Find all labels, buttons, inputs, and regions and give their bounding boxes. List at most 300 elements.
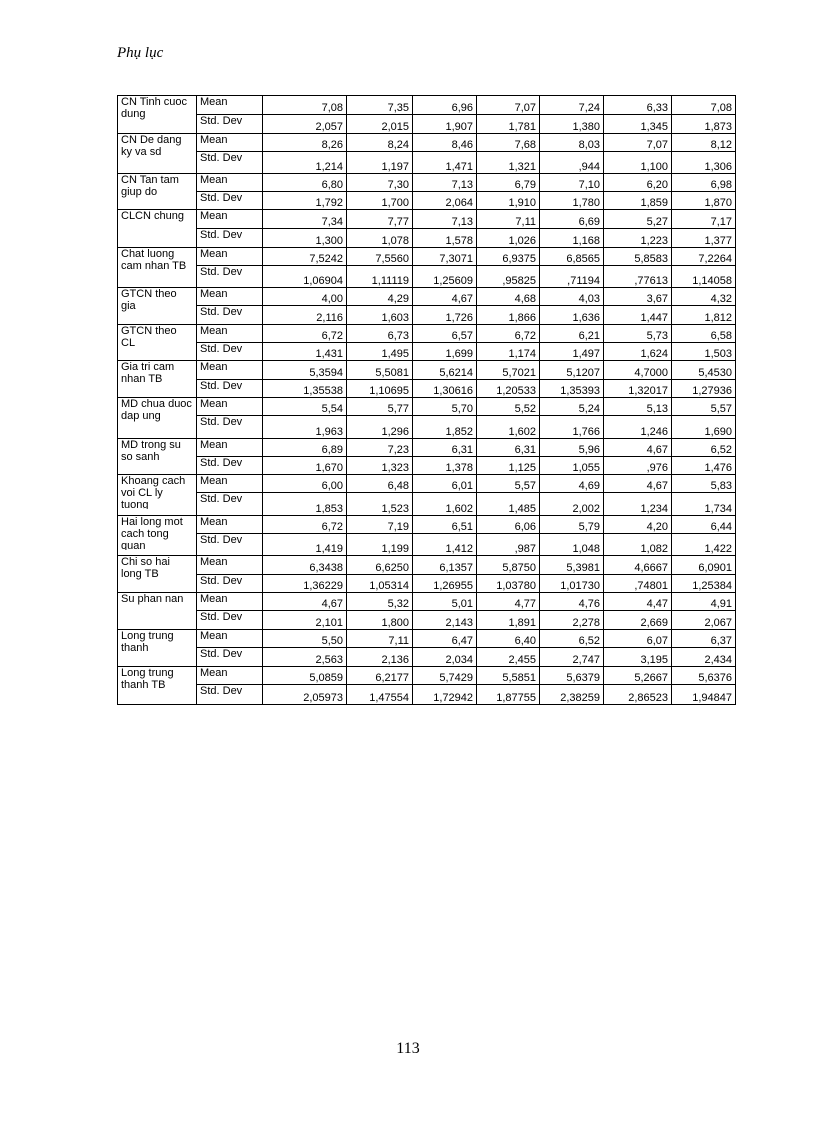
- variable-label: Long trung thanh TB: [121, 667, 174, 691]
- mean-value-cell: 6,9375: [477, 248, 540, 266]
- mean-value-cell: 6,44: [672, 516, 736, 534]
- mean-value-cell: 8,24: [347, 134, 413, 152]
- mean-value-cell: 6,57: [413, 325, 477, 343]
- std-dev-value-cell: 1,30616: [413, 380, 477, 398]
- mean-value-cell: 4,20: [604, 516, 672, 534]
- std-dev-value-cell: 1,907: [413, 115, 477, 134]
- stat-label-std-dev: Std. Dev: [197, 534, 263, 556]
- std-dev-value-cell: 2,278: [540, 611, 604, 630]
- mean-value-cell: 7,5560: [347, 248, 413, 266]
- stat-label-std-dev: Std. Dev: [197, 343, 263, 361]
- mean-value-cell: 5,70: [413, 398, 477, 416]
- stat-label-mean: Mean: [197, 593, 263, 611]
- mean-value-cell: 5,4530: [672, 361, 736, 380]
- table-row-std: [118, 152, 736, 174]
- mean-value-cell: 6,31: [413, 439, 477, 457]
- std-dev-value-cell: 1,26955: [413, 575, 477, 593]
- std-dev-value-cell: 2,434: [672, 648, 736, 667]
- table-row-mean: [118, 630, 736, 648]
- mean-value-cell: 6,33: [604, 96, 672, 115]
- stat-label-mean: Mean: [197, 630, 263, 648]
- mean-value-cell: 6,20: [604, 174, 672, 192]
- table-row-std: [118, 266, 736, 288]
- mean-value-cell: 4,77: [477, 593, 540, 611]
- mean-value-cell: 7,17: [672, 210, 736, 229]
- std-dev-value-cell: 1,10695: [347, 380, 413, 398]
- stat-label-std-dev: Std. Dev: [197, 266, 263, 288]
- stat-label-mean: Mean: [197, 556, 263, 575]
- mean-value-cell: 5,01: [413, 593, 477, 611]
- std-dev-value-cell: 1,602: [413, 493, 477, 516]
- mean-value-cell: 4,7000: [604, 361, 672, 380]
- std-dev-value-cell: 1,25384: [672, 575, 736, 593]
- std-dev-value-cell: 1,624: [604, 343, 672, 361]
- mean-value-cell: 8,03: [540, 134, 604, 152]
- std-dev-value-cell: 1,082: [604, 534, 672, 556]
- variable-label-cell: [118, 174, 197, 210]
- table-row-std: [118, 648, 736, 667]
- std-dev-value-cell: 1,431: [263, 343, 347, 361]
- variable-label-cell: [118, 439, 197, 475]
- variable-label: CN De dang ky va sd: [121, 134, 182, 158]
- table-row-mean: [118, 134, 736, 152]
- stat-label-mean: Mean: [197, 667, 263, 685]
- mean-value-cell: 7,10: [540, 174, 604, 192]
- mean-value-cell: 7,08: [263, 96, 347, 115]
- stat-label-mean: Mean: [197, 134, 263, 152]
- mean-value-cell: 7,19: [347, 516, 413, 534]
- mean-value-cell: 6,72: [477, 325, 540, 343]
- std-dev-value-cell: 1,476: [672, 457, 736, 475]
- mean-value-cell: 6,47: [413, 630, 477, 648]
- stat-label-std-dev: Std. Dev: [197, 416, 263, 439]
- std-dev-value-cell: 1,380: [540, 115, 604, 134]
- mean-value-cell: 6,31: [477, 439, 540, 457]
- mean-value-cell: 5,73: [604, 325, 672, 343]
- std-dev-value-cell: 1,234: [604, 493, 672, 516]
- mean-value-cell: 6,37: [672, 630, 736, 648]
- variable-label: Chi so hai long TB: [121, 556, 170, 580]
- std-dev-value-cell: 2,101: [263, 611, 347, 630]
- stat-label-std-dev: Std. Dev: [197, 306, 263, 325]
- std-dev-value-cell: ,987: [477, 534, 540, 556]
- std-dev-value-cell: 1,25609: [413, 266, 477, 288]
- mean-value-cell: 5,54: [263, 398, 347, 416]
- stat-label-mean: Mean: [197, 361, 263, 380]
- table-row-std: [118, 685, 736, 705]
- std-dev-value-cell: 1,306: [672, 152, 736, 174]
- std-dev-value-cell: 1,321: [477, 152, 540, 174]
- mean-value-cell: 5,83: [672, 475, 736, 493]
- table-row-std: [118, 343, 736, 361]
- stat-label-mean: Mean: [197, 248, 263, 266]
- std-dev-value-cell: 1,699: [413, 343, 477, 361]
- mean-value-cell: 5,1207: [540, 361, 604, 380]
- stat-label-std-dev: Std. Dev: [197, 493, 263, 516]
- std-dev-value-cell: 2,067: [672, 611, 736, 630]
- mean-value-cell: 6,3438: [263, 556, 347, 575]
- std-dev-value-cell: 2,143: [413, 611, 477, 630]
- mean-value-cell: 5,57: [672, 398, 736, 416]
- std-dev-value-cell: ,77613: [604, 266, 672, 288]
- mean-value-cell: 7,34: [263, 210, 347, 229]
- mean-value-cell: 5,8583: [604, 248, 672, 266]
- variable-label-cell: [118, 96, 197, 134]
- std-dev-value-cell: 1,06904: [263, 266, 347, 288]
- std-dev-value-cell: 2,38259: [540, 685, 604, 705]
- mean-value-cell: 6,52: [540, 630, 604, 648]
- std-dev-value-cell: 2,455: [477, 648, 540, 667]
- mean-value-cell: 6,72: [263, 516, 347, 534]
- std-dev-value-cell: 1,812: [672, 306, 736, 325]
- table-row-std: [118, 306, 736, 325]
- table-row-std: [118, 457, 736, 475]
- table-row-mean: [118, 210, 736, 229]
- mean-value-cell: 7,68: [477, 134, 540, 152]
- mean-value-cell: 7,77: [347, 210, 413, 229]
- mean-value-cell: 5,5081: [347, 361, 413, 380]
- std-dev-value-cell: 2,015: [347, 115, 413, 134]
- table-row-std: [118, 534, 736, 556]
- std-dev-value-cell: 1,048: [540, 534, 604, 556]
- mean-value-cell: 5,79: [540, 516, 604, 534]
- std-dev-value-cell: 1,14058: [672, 266, 736, 288]
- stat-label-std-dev: Std. Dev: [197, 457, 263, 475]
- mean-value-cell: 7,3071: [413, 248, 477, 266]
- std-dev-value-cell: 1,377: [672, 229, 736, 248]
- std-dev-value-cell: 1,47554: [347, 685, 413, 705]
- variable-label: Khoang cach voi CL ly tuong: [121, 475, 186, 509]
- mean-value-cell: 5,2667: [604, 667, 672, 685]
- std-dev-value-cell: 1,026: [477, 229, 540, 248]
- stat-label-std-dev: Std. Dev: [197, 648, 263, 667]
- mean-value-cell: 5,32: [347, 593, 413, 611]
- mean-value-cell: 7,11: [347, 630, 413, 648]
- mean-value-cell: 7,35: [347, 96, 413, 115]
- mean-value-cell: 4,29: [347, 288, 413, 306]
- std-dev-value-cell: 1,852: [413, 416, 477, 439]
- table-row-mean: [118, 556, 736, 575]
- std-dev-value-cell: 1,168: [540, 229, 604, 248]
- mean-value-cell: 6,00: [263, 475, 347, 493]
- std-dev-value-cell: 1,781: [477, 115, 540, 134]
- std-dev-value-cell: 2,86523: [604, 685, 672, 705]
- stat-label-mean: Mean: [197, 516, 263, 534]
- variable-label-cell: [118, 248, 197, 288]
- variable-label-cell: [118, 593, 197, 630]
- mean-value-cell: 5,5851: [477, 667, 540, 685]
- mean-value-cell: 8,26: [263, 134, 347, 152]
- table-row-mean: [118, 174, 736, 192]
- std-dev-value-cell: 1,296: [347, 416, 413, 439]
- std-dev-value-cell: 1,578: [413, 229, 477, 248]
- std-dev-value-cell: 1,87755: [477, 685, 540, 705]
- mean-value-cell: 7,24: [540, 96, 604, 115]
- mean-value-cell: 6,58: [672, 325, 736, 343]
- mean-value-cell: 3,67: [604, 288, 672, 306]
- variable-label: Gia tri cam nhan TB: [121, 361, 175, 385]
- mean-value-cell: 5,6379: [540, 667, 604, 685]
- variable-label: Su phan nan: [121, 593, 184, 605]
- mean-value-cell: 5,7021: [477, 361, 540, 380]
- std-dev-value-cell: 1,174: [477, 343, 540, 361]
- std-dev-value-cell: 1,412: [413, 534, 477, 556]
- std-dev-value-cell: 1,197: [347, 152, 413, 174]
- variable-label-cell: [118, 288, 197, 325]
- mean-value-cell: 5,52: [477, 398, 540, 416]
- std-dev-value-cell: 1,11119: [347, 266, 413, 288]
- table-row-std: [118, 229, 736, 248]
- mean-value-cell: 6,89: [263, 439, 347, 457]
- table-row-mean: [118, 475, 736, 493]
- mean-value-cell: 6,07: [604, 630, 672, 648]
- std-dev-value-cell: 2,064: [413, 192, 477, 210]
- stat-label-std-dev: Std. Dev: [197, 611, 263, 630]
- page-number: 113: [396, 1040, 420, 1057]
- mean-value-cell: 5,7429: [413, 667, 477, 685]
- mean-value-cell: 5,13: [604, 398, 672, 416]
- variable-label: CN Tan tam giup do: [121, 174, 179, 198]
- table-row-std: [118, 380, 736, 398]
- std-dev-value-cell: 1,94847: [672, 685, 736, 705]
- mean-value-cell: 5,50: [263, 630, 347, 648]
- stat-label-std-dev: Std. Dev: [197, 685, 263, 705]
- std-dev-value-cell: 1,726: [413, 306, 477, 325]
- mean-value-cell: 4,47: [604, 593, 672, 611]
- variable-label: GTCN theo gia: [121, 288, 177, 312]
- mean-value-cell: 6,79: [477, 174, 540, 192]
- mean-value-cell: 4,03: [540, 288, 604, 306]
- stat-label-std-dev: Std. Dev: [197, 152, 263, 174]
- std-dev-value-cell: 1,690: [672, 416, 736, 439]
- variable-label-cell: [118, 398, 197, 439]
- std-dev-value-cell: 1,853: [263, 493, 347, 516]
- std-dev-value-cell: 1,199: [347, 534, 413, 556]
- std-dev-value-cell: 1,35538: [263, 380, 347, 398]
- stat-label-mean: Mean: [197, 288, 263, 306]
- std-dev-value-cell: 1,485: [477, 493, 540, 516]
- mean-value-cell: 6,40: [477, 630, 540, 648]
- std-dev-value-cell: 1,214: [263, 152, 347, 174]
- table-row-mean: [118, 361, 736, 380]
- std-dev-value-cell: 1,01730: [540, 575, 604, 593]
- mean-value-cell: 6,2177: [347, 667, 413, 685]
- variable-label: Chat luong cam nhan TB: [121, 248, 187, 272]
- descriptive-statistics-table: [117, 95, 736, 705]
- stat-label-std-dev: Std. Dev: [197, 229, 263, 248]
- std-dev-value-cell: 2,034: [413, 648, 477, 667]
- variable-label-cell: [118, 667, 197, 705]
- stat-label-mean: Mean: [197, 325, 263, 343]
- mean-value-cell: 5,0859: [263, 667, 347, 685]
- stat-label-std-dev: Std. Dev: [197, 192, 263, 210]
- std-dev-value-cell: 1,523: [347, 493, 413, 516]
- table-row-std: [118, 192, 736, 210]
- mean-value-cell: 5,6214: [413, 361, 477, 380]
- mean-value-cell: 6,72: [263, 325, 347, 343]
- std-dev-value-cell: 1,05314: [347, 575, 413, 593]
- variable-label: CN Tinh cuoc dung: [121, 96, 188, 120]
- mean-value-cell: 7,11: [477, 210, 540, 229]
- mean-value-cell: 4,91: [672, 593, 736, 611]
- table-row-mean: [118, 593, 736, 611]
- mean-value-cell: 8,46: [413, 134, 477, 152]
- mean-value-cell: 6,73: [347, 325, 413, 343]
- std-dev-value-cell: 1,20533: [477, 380, 540, 398]
- mean-value-cell: 4,32: [672, 288, 736, 306]
- stat-label-mean: Mean: [197, 439, 263, 457]
- mean-value-cell: 6,06: [477, 516, 540, 534]
- variable-label-cell: [118, 210, 197, 248]
- std-dev-value-cell: 1,36229: [263, 575, 347, 593]
- mean-value-cell: 5,24: [540, 398, 604, 416]
- std-dev-value-cell: 1,603: [347, 306, 413, 325]
- std-dev-value-cell: 1,910: [477, 192, 540, 210]
- variable-label-cell: [118, 361, 197, 398]
- mean-value-cell: 5,6376: [672, 667, 736, 685]
- std-dev-value-cell: 1,300: [263, 229, 347, 248]
- std-dev-value-cell: 1,055: [540, 457, 604, 475]
- mean-value-cell: 7,07: [477, 96, 540, 115]
- std-dev-value-cell: 2,002: [540, 493, 604, 516]
- std-dev-value-cell: 1,246: [604, 416, 672, 439]
- mean-value-cell: 6,21: [540, 325, 604, 343]
- std-dev-value-cell: 2,057: [263, 115, 347, 134]
- table-row-std: [118, 416, 736, 439]
- table-row-std: [118, 493, 736, 516]
- variable-label: MD trong su so sanh: [121, 439, 181, 463]
- std-dev-value-cell: 1,780: [540, 192, 604, 210]
- table-row-std: [118, 575, 736, 593]
- std-dev-value-cell: ,71194: [540, 266, 604, 288]
- mean-value-cell: 4,76: [540, 593, 604, 611]
- mean-value-cell: 4,68: [477, 288, 540, 306]
- std-dev-value-cell: 1,078: [347, 229, 413, 248]
- std-dev-value-cell: 1,72942: [413, 685, 477, 705]
- table-row-mean: [118, 288, 736, 306]
- mean-value-cell: 7,5242: [263, 248, 347, 266]
- stat-label-std-dev: Std. Dev: [197, 380, 263, 398]
- std-dev-value-cell: ,976: [604, 457, 672, 475]
- table-row-mean: [118, 516, 736, 534]
- std-dev-value-cell: 2,136: [347, 648, 413, 667]
- std-dev-value-cell: 2,669: [604, 611, 672, 630]
- mean-value-cell: 6,52: [672, 439, 736, 457]
- std-dev-value-cell: 1,345: [604, 115, 672, 134]
- std-dev-value-cell: 1,963: [263, 416, 347, 439]
- mean-value-cell: 6,69: [540, 210, 604, 229]
- stat-label-mean: Mean: [197, 210, 263, 229]
- std-dev-value-cell: 1,419: [263, 534, 347, 556]
- variable-label-cell: [118, 630, 197, 667]
- std-dev-value-cell: 1,792: [263, 192, 347, 210]
- mean-value-cell: 7,30: [347, 174, 413, 192]
- mean-value-cell: 7,08: [672, 96, 736, 115]
- variable-label: Hai long mot cach tong quan: [121, 516, 183, 550]
- std-dev-value-cell: 1,859: [604, 192, 672, 210]
- std-dev-value-cell: 1,323: [347, 457, 413, 475]
- std-dev-value-cell: 1,497: [540, 343, 604, 361]
- mean-value-cell: 6,96: [413, 96, 477, 115]
- mean-value-cell: 6,80: [263, 174, 347, 192]
- mean-value-cell: 6,48: [347, 475, 413, 493]
- std-dev-value-cell: 1,503: [672, 343, 736, 361]
- stat-label-mean: Mean: [197, 398, 263, 416]
- std-dev-value-cell: 2,116: [263, 306, 347, 325]
- stat-label-mean: Mean: [197, 174, 263, 192]
- std-dev-value-cell: 1,891: [477, 611, 540, 630]
- mean-value-cell: 6,0901: [672, 556, 736, 575]
- mean-value-cell: 7,2264: [672, 248, 736, 266]
- table-row-mean: [118, 96, 736, 115]
- stat-label-mean: Mean: [197, 475, 263, 493]
- mean-value-cell: 6,8565: [540, 248, 604, 266]
- std-dev-value-cell: 1,670: [263, 457, 347, 475]
- std-dev-value-cell: 1,602: [477, 416, 540, 439]
- mean-value-cell: 5,77: [347, 398, 413, 416]
- std-dev-value-cell: 1,766: [540, 416, 604, 439]
- std-dev-value-cell: 1,866: [477, 306, 540, 325]
- variable-label-cell: [118, 516, 197, 556]
- mean-value-cell: 5,8750: [477, 556, 540, 575]
- std-dev-value-cell: 1,125: [477, 457, 540, 475]
- stat-label-std-dev: Std. Dev: [197, 575, 263, 593]
- std-dev-value-cell: 1,495: [347, 343, 413, 361]
- std-dev-value-cell: 2,747: [540, 648, 604, 667]
- std-dev-value-cell: 1,32017: [604, 380, 672, 398]
- variable-label: CLCN chung: [121, 210, 184, 222]
- mean-value-cell: 7,13: [413, 210, 477, 229]
- std-dev-value-cell: 1,27936: [672, 380, 736, 398]
- table-row-mean: [118, 439, 736, 457]
- variable-label-cell: [118, 325, 197, 361]
- table-row-mean: [118, 398, 736, 416]
- mean-value-cell: 4,69: [540, 475, 604, 493]
- std-dev-value-cell: ,74801: [604, 575, 672, 593]
- std-dev-value-cell: 1,223: [604, 229, 672, 248]
- table-row-mean: [118, 248, 736, 266]
- mean-value-cell: 4,67: [604, 475, 672, 493]
- mean-value-cell: 4,67: [413, 288, 477, 306]
- stat-label-std-dev: Std. Dev: [197, 115, 263, 134]
- table-body: [118, 96, 736, 705]
- std-dev-value-cell: 1,35393: [540, 380, 604, 398]
- mean-value-cell: 4,67: [604, 439, 672, 457]
- mean-value-cell: 6,1357: [413, 556, 477, 575]
- variable-label: Long trung thanh: [121, 630, 174, 654]
- std-dev-value-cell: 1,636: [540, 306, 604, 325]
- table-row-mean: [118, 325, 736, 343]
- mean-value-cell: 6,98: [672, 174, 736, 192]
- mean-value-cell: 5,3981: [540, 556, 604, 575]
- mean-value-cell: 5,3594: [263, 361, 347, 380]
- mean-value-cell: 6,51: [413, 516, 477, 534]
- variable-label: MD chua duoc dap ung: [121, 398, 192, 422]
- page-header-title: Phụ lục: [117, 45, 164, 61]
- variable-label-cell: [118, 475, 197, 516]
- std-dev-value-cell: 1,100: [604, 152, 672, 174]
- std-dev-value-cell: ,95825: [477, 266, 540, 288]
- std-dev-value-cell: 1,700: [347, 192, 413, 210]
- mean-value-cell: 5,96: [540, 439, 604, 457]
- std-dev-value-cell: ,944: [540, 152, 604, 174]
- table-row-mean: [118, 667, 736, 685]
- mean-value-cell: 4,00: [263, 288, 347, 306]
- variable-label: GTCN theo CL: [121, 325, 177, 349]
- mean-value-cell: 6,01: [413, 475, 477, 493]
- table-row-std: [118, 115, 736, 134]
- stat-label-mean: Mean: [197, 96, 263, 115]
